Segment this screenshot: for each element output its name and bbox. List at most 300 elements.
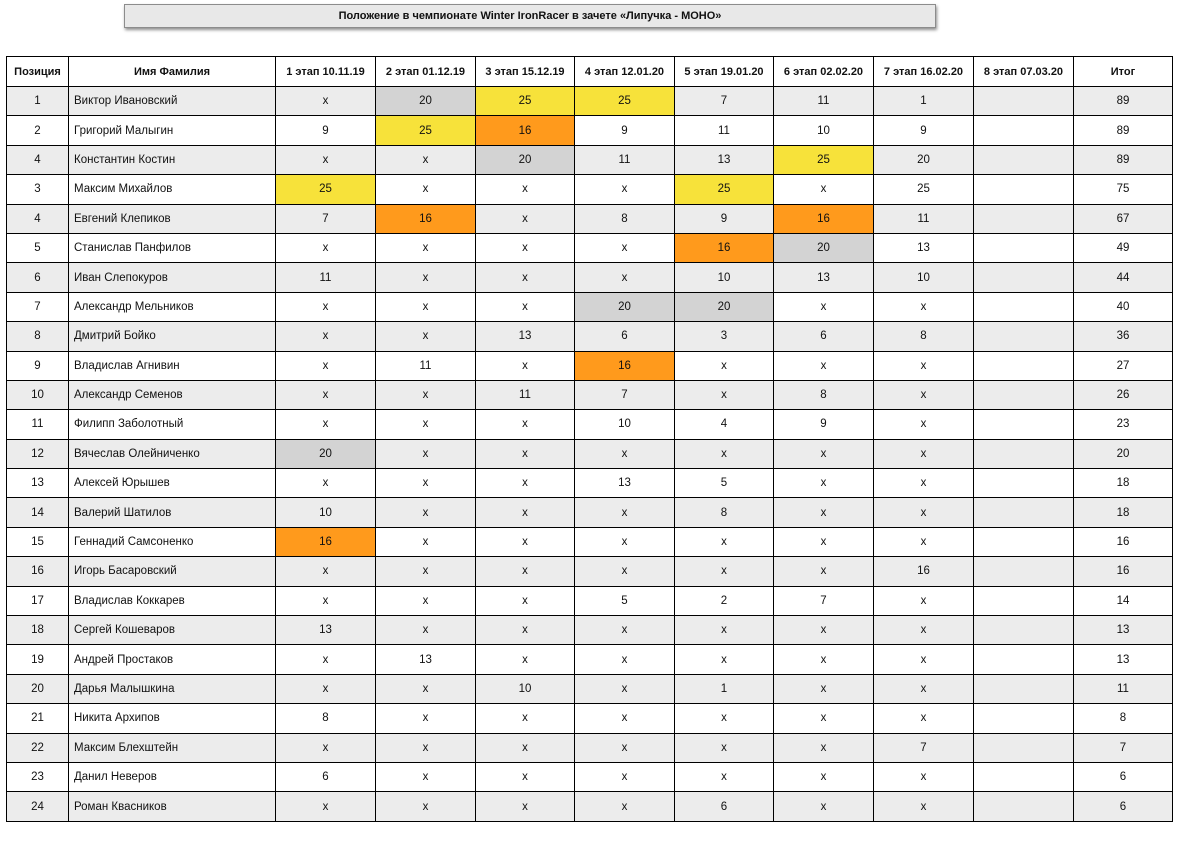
stage-4-cell: x <box>575 557 675 586</box>
table-row <box>7 204 1173 233</box>
stage-5-cell: x <box>675 645 774 674</box>
stage-6-cell: x <box>774 762 874 791</box>
total-cell: 6 <box>1074 792 1173 821</box>
position-cell: 17 <box>7 586 69 615</box>
stage-7-cell: x <box>874 674 974 703</box>
table-row <box>7 175 1173 204</box>
header-name: Имя Фамилия <box>69 57 276 87</box>
stage-1-cell: 11 <box>276 263 376 292</box>
total-cell: 16 <box>1074 557 1173 586</box>
table-row <box>7 704 1173 733</box>
stage-6-cell: x <box>774 527 874 556</box>
table-row <box>7 410 1173 439</box>
stage-7-cell: 25 <box>874 175 974 204</box>
position-cell: 19 <box>7 645 69 674</box>
stage-1-cell: 16 <box>276 527 376 556</box>
stage-6-cell: 16 <box>774 204 874 233</box>
position-cell: 9 <box>7 351 69 380</box>
stage-1-cell: x <box>276 645 376 674</box>
table-row <box>7 762 1173 791</box>
stage-3-cell: x <box>476 498 575 527</box>
stage-7-cell: 13 <box>874 233 974 262</box>
table-row <box>7 351 1173 380</box>
table-row <box>7 263 1173 292</box>
stage-4-cell: 16 <box>575 351 675 380</box>
total-cell: 89 <box>1074 87 1173 116</box>
stage-8-cell <box>974 586 1074 615</box>
stage-1-cell: x <box>276 87 376 116</box>
stage-3-cell: x <box>476 616 575 645</box>
stage-5-cell: x <box>675 557 774 586</box>
stage-5-cell: x <box>675 704 774 733</box>
standings-table <box>6 56 1173 822</box>
position-cell: 10 <box>7 380 69 409</box>
stage-2-cell: x <box>376 586 476 615</box>
stage-3-cell: x <box>476 527 575 556</box>
stage-2-cell: x <box>376 175 476 204</box>
stage-4-cell: x <box>575 439 675 468</box>
stage-3-cell: x <box>476 792 575 821</box>
stage-4-cell: 13 <box>575 469 675 498</box>
stage-4-cell: x <box>575 233 675 262</box>
stage-6-cell: x <box>774 616 874 645</box>
stage-3-cell: x <box>476 586 575 615</box>
stage-1-cell: 8 <box>276 704 376 733</box>
stage-6-cell: x <box>774 704 874 733</box>
stage-1-cell: 20 <box>276 439 376 468</box>
stage-2-cell: x <box>376 733 476 762</box>
name-cell: Дарья Малышкина <box>69 674 276 703</box>
stage-2-cell: x <box>376 498 476 527</box>
stage-2-cell: x <box>376 704 476 733</box>
header-total: Итог <box>1074 57 1173 87</box>
stage-3-cell: x <box>476 204 575 233</box>
name-cell: Иван Слепокуров <box>69 263 276 292</box>
stage-4-cell: x <box>575 674 675 703</box>
stage-2-cell: 20 <box>376 87 476 116</box>
stage-1-cell: x <box>276 674 376 703</box>
stage-7-cell: x <box>874 469 974 498</box>
stage-4-cell: 9 <box>575 116 675 145</box>
stage-2-cell: x <box>376 762 476 791</box>
stage-7-cell: x <box>874 762 974 791</box>
stage-6-cell: 10 <box>774 116 874 145</box>
name-cell: Александр Мельников <box>69 292 276 321</box>
name-cell: Геннадий Самсоненко <box>69 527 276 556</box>
table-row <box>7 233 1173 262</box>
stage-6-cell: x <box>774 792 874 821</box>
position-cell: 8 <box>7 322 69 351</box>
total-cell: 26 <box>1074 380 1173 409</box>
stage-7-cell: 16 <box>874 557 974 586</box>
total-cell: 75 <box>1074 175 1173 204</box>
stage-8-cell <box>974 145 1074 174</box>
name-cell: Константин Костин <box>69 145 276 174</box>
stage-7-cell: 1 <box>874 87 974 116</box>
stage-2-cell: x <box>376 145 476 174</box>
header-stage-6: 6 этап 02.02.20 <box>774 57 874 87</box>
stage-3-cell: 25 <box>476 87 575 116</box>
stage-6-cell: x <box>774 439 874 468</box>
stage-3-cell: x <box>476 645 575 674</box>
stage-6-cell: 20 <box>774 233 874 262</box>
total-cell: 40 <box>1074 292 1173 321</box>
name-cell: Виктор Ивановский <box>69 87 276 116</box>
stage-4-cell: 5 <box>575 586 675 615</box>
stage-4-cell: x <box>575 792 675 821</box>
stage-1-cell: x <box>276 557 376 586</box>
stage-2-cell: x <box>376 380 476 409</box>
position-cell: 12 <box>7 439 69 468</box>
stage-1-cell: x <box>276 145 376 174</box>
stage-6-cell: x <box>774 733 874 762</box>
stage-5-cell: 8 <box>675 498 774 527</box>
table-row <box>7 292 1173 321</box>
position-cell: 7 <box>7 292 69 321</box>
stage-6-cell: x <box>774 645 874 674</box>
stage-8-cell <box>974 322 1074 351</box>
stage-6-cell: 13 <box>774 263 874 292</box>
stage-6-cell: x <box>774 351 874 380</box>
stage-2-cell: x <box>376 616 476 645</box>
position-cell: 15 <box>7 527 69 556</box>
stage-5-cell: x <box>675 616 774 645</box>
stage-8-cell <box>974 498 1074 527</box>
total-cell: 11 <box>1074 674 1173 703</box>
stage-7-cell: x <box>874 380 974 409</box>
stage-8-cell <box>974 616 1074 645</box>
total-cell: 36 <box>1074 322 1173 351</box>
stage-4-cell: 7 <box>575 380 675 409</box>
stage-1-cell: x <box>276 292 376 321</box>
stage-6-cell: 9 <box>774 410 874 439</box>
stage-4-cell: x <box>575 498 675 527</box>
stage-5-cell: x <box>675 527 774 556</box>
stage-8-cell <box>974 175 1074 204</box>
stage-4-cell: 11 <box>575 145 675 174</box>
header-stage-1: 1 этап 10.11.19 <box>276 57 376 87</box>
stage-7-cell: x <box>874 351 974 380</box>
total-cell: 18 <box>1074 469 1173 498</box>
header-stage-3: 3 этап 15.12.19 <box>476 57 575 87</box>
table-row <box>7 733 1173 762</box>
stage-8-cell <box>974 380 1074 409</box>
total-cell: 13 <box>1074 645 1173 674</box>
stage-1-cell: x <box>276 322 376 351</box>
stage-8-cell <box>974 263 1074 292</box>
stage-2-cell: x <box>376 674 476 703</box>
table-row <box>7 645 1173 674</box>
name-cell: Дмитрий Бойко <box>69 322 276 351</box>
stage-3-cell: x <box>476 733 575 762</box>
total-cell: 49 <box>1074 233 1173 262</box>
total-cell: 7 <box>1074 733 1173 762</box>
stage-3-cell: x <box>476 175 575 204</box>
header-stage-2: 2 этап 01.12.19 <box>376 57 476 87</box>
stage-2-cell: x <box>376 322 476 351</box>
stage-2-cell: x <box>376 469 476 498</box>
stage-7-cell: x <box>874 586 974 615</box>
stage-3-cell: x <box>476 410 575 439</box>
position-cell: 5 <box>7 233 69 262</box>
stage-3-cell: x <box>476 469 575 498</box>
header-position: Позиция <box>7 57 69 87</box>
stage-7-cell: x <box>874 704 974 733</box>
table-row <box>7 116 1173 145</box>
stage-2-cell: x <box>376 410 476 439</box>
total-cell: 67 <box>1074 204 1173 233</box>
stage-7-cell: 8 <box>874 322 974 351</box>
stage-2-cell: x <box>376 527 476 556</box>
stage-8-cell <box>974 557 1074 586</box>
stage-6-cell: 11 <box>774 87 874 116</box>
stage-3-cell: x <box>476 351 575 380</box>
stage-3-cell: 16 <box>476 116 575 145</box>
position-cell: 11 <box>7 410 69 439</box>
stage-7-cell: 10 <box>874 263 974 292</box>
position-cell: 1 <box>7 87 69 116</box>
table-row <box>7 557 1173 586</box>
header-stage-8: 8 этап 07.03.20 <box>974 57 1074 87</box>
stage-6-cell: x <box>774 292 874 321</box>
table-row <box>7 87 1173 116</box>
stage-6-cell: x <box>774 469 874 498</box>
total-cell: 6 <box>1074 762 1173 791</box>
stage-1-cell: x <box>276 410 376 439</box>
position-cell: 22 <box>7 733 69 762</box>
table-row <box>7 380 1173 409</box>
position-cell: 16 <box>7 557 69 586</box>
stage-3-cell: x <box>476 263 575 292</box>
page-title: Положение в чемпионате Winter IronRacer в зачете «Липучка - МОНО» <box>124 4 936 28</box>
stage-1-cell: 9 <box>276 116 376 145</box>
table-row <box>7 586 1173 615</box>
stage-5-cell: 10 <box>675 263 774 292</box>
name-cell: Сергей Кошеваров <box>69 616 276 645</box>
stage-8-cell <box>974 527 1074 556</box>
stage-1-cell: x <box>276 469 376 498</box>
stage-2-cell: 25 <box>376 116 476 145</box>
stage-8-cell <box>974 351 1074 380</box>
stage-1-cell: 6 <box>276 762 376 791</box>
stage-8-cell <box>974 674 1074 703</box>
stage-8-cell <box>974 645 1074 674</box>
stage-2-cell: x <box>376 792 476 821</box>
stage-8-cell <box>974 733 1074 762</box>
position-cell: 21 <box>7 704 69 733</box>
stage-1-cell: 7 <box>276 204 376 233</box>
stage-3-cell: x <box>476 292 575 321</box>
stage-4-cell: x <box>575 527 675 556</box>
stage-7-cell: x <box>874 792 974 821</box>
header-stage-5: 5 этап 19.01.20 <box>675 57 774 87</box>
stage-6-cell: x <box>774 674 874 703</box>
stage-5-cell: 9 <box>675 204 774 233</box>
stage-2-cell: x <box>376 557 476 586</box>
stage-4-cell: 10 <box>575 410 675 439</box>
stage-8-cell <box>974 410 1074 439</box>
stage-6-cell: x <box>774 175 874 204</box>
stage-5-cell: 5 <box>675 469 774 498</box>
header-stage-7: 7 этап 16.02.20 <box>874 57 974 87</box>
total-cell: 44 <box>1074 263 1173 292</box>
stage-7-cell: 9 <box>874 116 974 145</box>
stage-7-cell: x <box>874 645 974 674</box>
stage-7-cell: x <box>874 410 974 439</box>
stage-5-cell: 16 <box>675 233 774 262</box>
name-cell: Владислав Коккарев <box>69 586 276 615</box>
position-cell: 4 <box>7 145 69 174</box>
stage-4-cell: x <box>575 733 675 762</box>
table-row <box>7 498 1173 527</box>
total-cell: 89 <box>1074 116 1173 145</box>
stage-8-cell <box>974 233 1074 262</box>
table-row <box>7 616 1173 645</box>
stage-1-cell: x <box>276 733 376 762</box>
position-cell: 13 <box>7 469 69 498</box>
total-cell: 16 <box>1074 527 1173 556</box>
stage-8-cell <box>974 292 1074 321</box>
stage-2-cell: x <box>376 292 476 321</box>
stage-5-cell: x <box>675 762 774 791</box>
stage-4-cell: 20 <box>575 292 675 321</box>
stage-7-cell: x <box>874 439 974 468</box>
name-cell: Максим Михайлов <box>69 175 276 204</box>
stage-3-cell: 20 <box>476 145 575 174</box>
header-stage-4: 4 этап 12.01.20 <box>575 57 675 87</box>
stage-8-cell <box>974 204 1074 233</box>
stage-4-cell: x <box>575 263 675 292</box>
stage-3-cell: x <box>476 762 575 791</box>
table-row <box>7 322 1173 351</box>
stage-6-cell: 8 <box>774 380 874 409</box>
stage-5-cell: x <box>675 351 774 380</box>
stage-3-cell: x <box>476 439 575 468</box>
total-cell: 23 <box>1074 410 1173 439</box>
stage-2-cell: 13 <box>376 645 476 674</box>
stage-8-cell <box>974 762 1074 791</box>
stage-1-cell: 13 <box>276 616 376 645</box>
position-cell: 14 <box>7 498 69 527</box>
total-cell: 8 <box>1074 704 1173 733</box>
stage-2-cell: 11 <box>376 351 476 380</box>
stage-4-cell: x <box>575 704 675 733</box>
stage-4-cell: x <box>575 645 675 674</box>
stage-5-cell: x <box>675 439 774 468</box>
stage-4-cell: 6 <box>575 322 675 351</box>
total-cell: 14 <box>1074 586 1173 615</box>
stage-6-cell: 6 <box>774 322 874 351</box>
stage-3-cell: x <box>476 557 575 586</box>
stage-4-cell: x <box>575 616 675 645</box>
stage-5-cell: 1 <box>675 674 774 703</box>
stage-2-cell: 16 <box>376 204 476 233</box>
stage-5-cell: x <box>675 733 774 762</box>
table-row <box>7 439 1173 468</box>
total-cell: 89 <box>1074 145 1173 174</box>
stage-2-cell: x <box>376 263 476 292</box>
stage-1-cell: x <box>276 233 376 262</box>
stage-2-cell: x <box>376 233 476 262</box>
stage-2-cell: x <box>376 439 476 468</box>
position-cell: 20 <box>7 674 69 703</box>
stage-7-cell: x <box>874 616 974 645</box>
total-cell: 13 <box>1074 616 1173 645</box>
name-cell: Данил Неверов <box>69 762 276 791</box>
stage-5-cell: 13 <box>675 145 774 174</box>
stage-3-cell: 13 <box>476 322 575 351</box>
stage-6-cell: 7 <box>774 586 874 615</box>
name-cell: Максим Блехштейн <box>69 733 276 762</box>
stage-1-cell: x <box>276 380 376 409</box>
stage-8-cell <box>974 116 1074 145</box>
name-cell: Никита Архипов <box>69 704 276 733</box>
stage-8-cell <box>974 792 1074 821</box>
stage-3-cell: x <box>476 704 575 733</box>
stage-1-cell: 10 <box>276 498 376 527</box>
stage-6-cell: x <box>774 557 874 586</box>
position-cell: 3 <box>7 175 69 204</box>
stage-5-cell: 11 <box>675 116 774 145</box>
stage-8-cell <box>974 87 1074 116</box>
stage-4-cell: x <box>575 762 675 791</box>
stage-5-cell: 2 <box>675 586 774 615</box>
name-cell: Валерий Шатилов <box>69 498 276 527</box>
name-cell: Станислав Панфилов <box>69 233 276 262</box>
stage-5-cell: x <box>675 380 774 409</box>
total-cell: 27 <box>1074 351 1173 380</box>
position-cell: 6 <box>7 263 69 292</box>
stage-1-cell: x <box>276 586 376 615</box>
stage-7-cell: 20 <box>874 145 974 174</box>
position-cell: 18 <box>7 616 69 645</box>
name-cell: Роман Квасников <box>69 792 276 821</box>
stage-1-cell: x <box>276 351 376 380</box>
stage-7-cell: 7 <box>874 733 974 762</box>
table-row <box>7 527 1173 556</box>
stage-6-cell: x <box>774 498 874 527</box>
position-cell: 24 <box>7 792 69 821</box>
stage-4-cell: 8 <box>575 204 675 233</box>
table-row <box>7 792 1173 821</box>
stage-7-cell: x <box>874 292 974 321</box>
total-cell: 18 <box>1074 498 1173 527</box>
name-cell: Евгений Клепиков <box>69 204 276 233</box>
stage-6-cell: 25 <box>774 145 874 174</box>
stage-1-cell: 25 <box>276 175 376 204</box>
stage-5-cell: 6 <box>675 792 774 821</box>
stage-4-cell: 25 <box>575 87 675 116</box>
total-cell: 20 <box>1074 439 1173 468</box>
stage-5-cell: 4 <box>675 410 774 439</box>
table-row <box>7 145 1173 174</box>
stage-3-cell: 10 <box>476 674 575 703</box>
position-cell: 23 <box>7 762 69 791</box>
standings-body <box>7 87 1173 822</box>
name-cell: Владислав Агнивин <box>69 351 276 380</box>
name-cell: Филипп Заболотный <box>69 410 276 439</box>
table-row <box>7 469 1173 498</box>
stage-8-cell <box>974 469 1074 498</box>
table-row <box>7 674 1173 703</box>
stage-4-cell: x <box>575 175 675 204</box>
position-cell: 4 <box>7 204 69 233</box>
name-cell: Игорь Басаровский <box>69 557 276 586</box>
stage-3-cell: 11 <box>476 380 575 409</box>
stage-7-cell: 11 <box>874 204 974 233</box>
stage-5-cell: 7 <box>675 87 774 116</box>
stage-5-cell: 20 <box>675 292 774 321</box>
